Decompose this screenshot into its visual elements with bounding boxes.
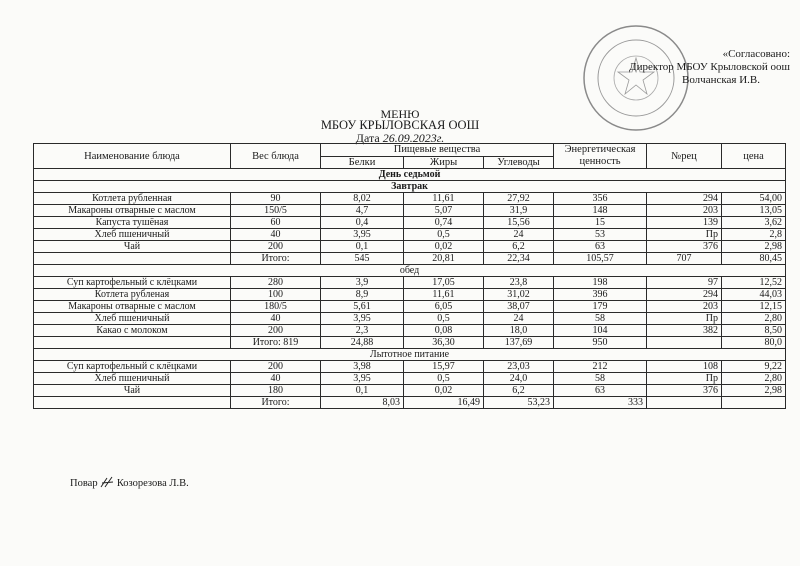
dish-fat: 0,08 — [404, 325, 484, 337]
lunch-label: обед — [34, 265, 786, 277]
table-row — [34, 241, 786, 253]
table-row — [34, 385, 786, 397]
dish-recipe: 376 — [647, 241, 722, 253]
day-row — [34, 169, 786, 181]
dish-weight: 100 — [231, 289, 321, 301]
date-label: Дата — [355, 131, 380, 145]
dish-price: 8,50 — [722, 325, 786, 337]
dish-weight: 90 — [231, 193, 321, 205]
dish-name: Какао с молоком — [34, 325, 231, 337]
dish-recipe: 203 — [647, 205, 722, 217]
dish-weight: 40 — [231, 373, 321, 385]
approval-block — [590, 48, 790, 87]
col-name-header: Наименование блюда — [34, 144, 231, 169]
dish-fat: 6,05 — [404, 301, 484, 313]
approval-title: «Согласовано: — [722, 48, 790, 60]
dish-carbs: 31,02 — [484, 289, 554, 301]
dish-carbs: 31,9 — [484, 205, 554, 217]
dish-fat: 15,97 — [404, 361, 484, 373]
summer-section-row — [34, 349, 786, 361]
breakfast-label: Завтрак — [34, 181, 786, 193]
total-label: Итого: 819 — [231, 337, 321, 349]
dish-recipe: Пр — [647, 313, 722, 325]
dish-energy: 53 — [554, 229, 647, 241]
dish-fat: 0,5 — [404, 313, 484, 325]
dish-protein: 8,02 — [321, 193, 404, 205]
table-row — [34, 205, 786, 217]
dish-price: 13,05 — [722, 205, 786, 217]
total-fat: 16,49 — [404, 397, 484, 409]
dish-energy: 356 — [554, 193, 647, 205]
dish-energy: 198 — [554, 277, 647, 289]
table-row — [34, 313, 786, 325]
cook-label: Повар — [70, 478, 98, 489]
dish-carbs: 24 — [484, 313, 554, 325]
dish-weight: 150/5 — [231, 205, 321, 217]
dish-fat: 0,74 — [404, 217, 484, 229]
dish-weight: 280 — [231, 277, 321, 289]
menu-title: МЕНЮ — [380, 107, 420, 121]
day-label: День седьмой — [34, 169, 786, 181]
dish-recipe: 108 — [647, 361, 722, 373]
total-label: Итого: — [231, 397, 321, 409]
dish-energy: 63 — [554, 385, 647, 397]
total-carbs: 137,69 — [484, 337, 554, 349]
dish-protein: 3,98 — [321, 361, 404, 373]
dish-fat: 0,5 — [404, 229, 484, 241]
col-carbs-header: Углеводы — [484, 156, 554, 169]
dish-recipe: 139 — [647, 217, 722, 229]
dish-carbs: 23,8 — [484, 277, 554, 289]
dish-carbs: 15,56 — [484, 217, 554, 229]
breakfast-rows — [34, 193, 786, 253]
dish-name: Макароны отварные с маслом — [34, 205, 231, 217]
col-price-header: цена — [722, 144, 786, 169]
dish-protein: 2,3 — [321, 325, 404, 337]
total-energy: 333 — [554, 397, 647, 409]
table-row — [34, 277, 786, 289]
dish-weight: 180 — [231, 385, 321, 397]
dish-name: Хлеб пшеничный — [34, 229, 231, 241]
dish-price: 2,98 — [722, 241, 786, 253]
dish-protein: 8,9 — [321, 289, 404, 301]
school-name: МБОУ КРЫЛОВСКАЯ ООШ — [320, 118, 480, 132]
dish-recipe: 294 — [647, 193, 722, 205]
dish-price: 9,22 — [722, 361, 786, 373]
breakfast-section-row — [34, 181, 786, 193]
total-carbs: 53,23 — [484, 397, 554, 409]
col-energy-header: Энергетическая ценность — [554, 144, 647, 169]
dish-fat: 0,5 — [404, 373, 484, 385]
dish-fat: 17,05 — [404, 277, 484, 289]
dish-fat: 0,02 — [404, 385, 484, 397]
dish-protein: 0,1 — [321, 241, 404, 253]
dish-energy: 148 — [554, 205, 647, 217]
total-fat: 36,30 — [404, 337, 484, 349]
total-protein: 24,88 — [321, 337, 404, 349]
dish-weight: 60 — [231, 217, 321, 229]
dish-fat: 0,02 — [404, 241, 484, 253]
dish-energy: 58 — [554, 373, 647, 385]
breakfast-total-row — [34, 253, 786, 265]
col-fat-header: Жиры — [404, 156, 484, 169]
total-energy: 707 — [647, 253, 722, 265]
dish-name: Суп картофельный с клёцками — [34, 277, 231, 289]
dish-price: 2,98 — [722, 385, 786, 397]
dish-price: 44,03 — [722, 289, 786, 301]
dish-protein: 3,95 — [321, 229, 404, 241]
dish-protein: 5,61 — [321, 301, 404, 313]
dish-carbs: 6,2 — [484, 241, 554, 253]
dish-name: Хлеб пшеничный — [34, 313, 231, 325]
date-value: 26.09.2023г. — [382, 131, 445, 145]
dish-energy: 63 — [554, 241, 647, 253]
cook-signature-line — [70, 474, 189, 489]
menu-table — [33, 143, 786, 413]
dish-carbs: 6,2 — [484, 385, 554, 397]
dish-carbs: 18,0 — [484, 325, 554, 337]
dish-name: Капуста тушёная — [34, 217, 231, 229]
table-row — [34, 301, 786, 313]
dish-recipe: Пр — [647, 229, 722, 241]
dish-carbs: 27,92 — [484, 193, 554, 205]
dish-weight: 200 — [231, 325, 321, 337]
dish-recipe: 382 — [647, 325, 722, 337]
dish-recipe: 294 — [647, 289, 722, 301]
dish-price: 12,52 — [722, 277, 786, 289]
col-nutrients-header: Пищевые вещества — [321, 144, 554, 157]
dish-name: Чай — [34, 385, 231, 397]
dish-fat: 11,61 — [404, 289, 484, 301]
total-carbs: 105,57 — [554, 253, 647, 265]
table-row — [34, 229, 786, 241]
dish-fat: 11,61 — [404, 193, 484, 205]
total-price: 80,0 — [722, 337, 786, 349]
dish-protein: 3,95 — [321, 373, 404, 385]
dish-carbs: 24,0 — [484, 373, 554, 385]
dish-protein: 0,4 — [321, 217, 404, 229]
dish-weight: 40 — [231, 229, 321, 241]
dish-carbs: 23,03 — [484, 361, 554, 373]
dish-name: Хлеб пшеничный — [34, 373, 231, 385]
dish-recipe: 203 — [647, 301, 722, 313]
table-header-row — [34, 144, 786, 157]
total-weight: 545 — [321, 253, 404, 265]
table-row — [34, 217, 786, 229]
dish-protein: 3,9 — [321, 277, 404, 289]
table-row — [34, 325, 786, 337]
dish-recipe: 376 — [647, 385, 722, 397]
dish-recipe: 97 — [647, 277, 722, 289]
table-row — [34, 373, 786, 385]
lunch-total-row — [34, 337, 786, 349]
dish-protein: 0,1 — [321, 385, 404, 397]
dish-fat: 5,07 — [404, 205, 484, 217]
table-row — [34, 361, 786, 373]
total-price: 80,45 — [722, 253, 786, 265]
total-fat: 22,34 — [484, 253, 554, 265]
dish-price: 2,80 — [722, 373, 786, 385]
dish-name: Котлета рубленая — [34, 289, 231, 301]
dish-name: Макароны отварные с маслом — [34, 301, 231, 313]
dish-protein: 3,95 — [321, 313, 404, 325]
col-protein-header: Белки — [321, 156, 404, 169]
dish-energy: 58 — [554, 313, 647, 325]
total-label: Итого: — [231, 253, 321, 265]
dish-carbs: 24 — [484, 229, 554, 241]
dish-protein: 4,7 — [321, 205, 404, 217]
summer-total-row — [34, 397, 786, 409]
dish-name: Суп картофельный с клёцками — [34, 361, 231, 373]
cook-name: Козорезова Л.В. — [116, 478, 189, 489]
total-protein: 20,81 — [404, 253, 484, 265]
total-energy: 950 — [554, 337, 647, 349]
dish-weight: 200 — [231, 241, 321, 253]
dish-energy: 179 — [554, 301, 647, 313]
dish-weight: 40 — [231, 313, 321, 325]
lunch-rows — [34, 277, 786, 337]
cook-spacer-row — [34, 409, 786, 414]
dish-price: 3,62 — [722, 217, 786, 229]
summer-rows — [34, 361, 786, 397]
dish-price: 2,8 — [722, 229, 786, 241]
dish-weight: 200 — [231, 361, 321, 373]
table-row — [34, 289, 786, 301]
dish-energy: 15 — [554, 217, 647, 229]
handwritten-signature — [100, 476, 114, 488]
dish-energy: 212 — [554, 361, 647, 373]
dish-energy: 396 — [554, 289, 647, 301]
dish-price: 54,00 — [722, 193, 786, 205]
col-weight-header: Вес блюда — [231, 144, 321, 169]
dish-name: Чай — [34, 241, 231, 253]
approval-name: Волчанская И.В. — [681, 74, 760, 86]
table-row — [34, 193, 786, 205]
dish-weight: 180/5 — [231, 301, 321, 313]
lunch-section-row — [34, 265, 786, 277]
total-protein: 8,03 — [321, 397, 404, 409]
approval-director: Директор МБОУ Крыловской оош — [629, 61, 790, 73]
summer-label: Лытотное питание — [34, 349, 786, 361]
dish-carbs: 38,07 — [484, 301, 554, 313]
dish-price: 2,80 — [722, 313, 786, 325]
dish-name: Котлета рубленная — [34, 193, 231, 205]
col-recipe-header: №рец — [647, 144, 722, 169]
dish-energy: 104 — [554, 325, 647, 337]
dish-price: 12,15 — [722, 301, 786, 313]
dish-recipe: Пр — [647, 373, 722, 385]
